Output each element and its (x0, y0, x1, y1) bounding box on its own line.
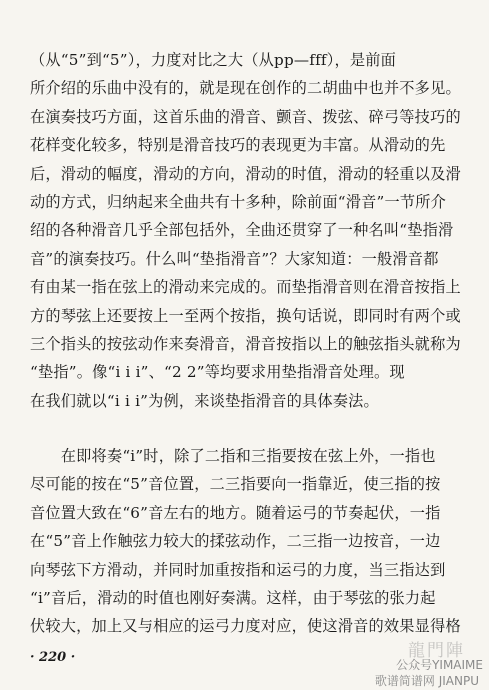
text-line: 有由某一指在弦上的滑动来完成的。而垫指滑音则在滑音按指上 (30, 278, 461, 297)
text-line: 在我们就以“i i i”为例，来谈垫指滑音的具体奏法。 (30, 391, 379, 410)
text-line: 在“5”音上作触弦力较大的揉弦动作，二三指一边按音，一边 (30, 532, 441, 551)
text-line: 花样变化较多，特别是滑音技巧的表现更为丰富。从滑动的先 (30, 136, 446, 155)
watermark-account: 公众号YIMAIME (396, 658, 483, 672)
text-line: （从“5”到“5”），力度对比之大（从pp—fff），是前面 (30, 51, 397, 69)
text-line: 音”的演奏技巧。什么叫“垫指滑音”？大家知道：一般滑音都 (30, 249, 439, 268)
text-line: “i”音后，滑动的时值也刚好奏满。这样，由于琴弦的张力起 (30, 589, 436, 608)
text-line: 向琴弦下方滑动，并同时加重按指和运弓的力度，当三指达到 (30, 560, 446, 579)
body-paragraph-2 (30, 442, 470, 641)
text-line: 在即将奏“i”时，除了二指和三指要按在弦上外，一指也 (30, 447, 436, 465)
text-line: 伏较大，加上又与相应的运弓力度对应，使这滑音的效果显得格 (30, 617, 461, 636)
text-line: 后，滑动的幅度，滑动的方向，滑动的时值，滑动的轻重以及滑 (30, 164, 461, 183)
watermark-site: 歌谱简谱网 JIANPU (374, 674, 479, 688)
body-paragraph-1 (30, 46, 470, 415)
text-line: “垫指”。像“i i i”、“2 2”等均要求用垫指滑音处理。现 (30, 363, 405, 382)
text-line: 绍的各种滑音几乎全部包括外，全曲还贯穿了一种名叫“垫指滑 (30, 221, 454, 240)
text-line: 尽可能的按在“5”音位置，二三指要向一指靠近，使三指的按 (30, 475, 441, 494)
text-line: 动的方式，归纳起来全曲共有十多种，除前面“滑音”一节所介 (30, 193, 447, 212)
watermark-logo: 龍門陣 (408, 641, 465, 661)
text-line: 在演奏技巧方面，这首乐曲的滑音、颤音、拨弦、碎弓等技巧的 (30, 107, 461, 126)
text-line: 所介绍的乐曲中没有的，就是现在创作的二胡曲中也并不多见。 (30, 79, 461, 98)
text-line: 方的琴弦上还要按上一至两个按指，换句话说，即同时有两个或 (30, 306, 461, 325)
text-line: 三个指头的按弦动作来奏滑音，滑音按指以上的触弦指头就称为 (30, 335, 461, 354)
page-number: · 220 · (30, 650, 76, 665)
text-line: 音位置大致在“6”音左右的地方。随着运弓的节奏起伏，一指 (30, 503, 441, 522)
